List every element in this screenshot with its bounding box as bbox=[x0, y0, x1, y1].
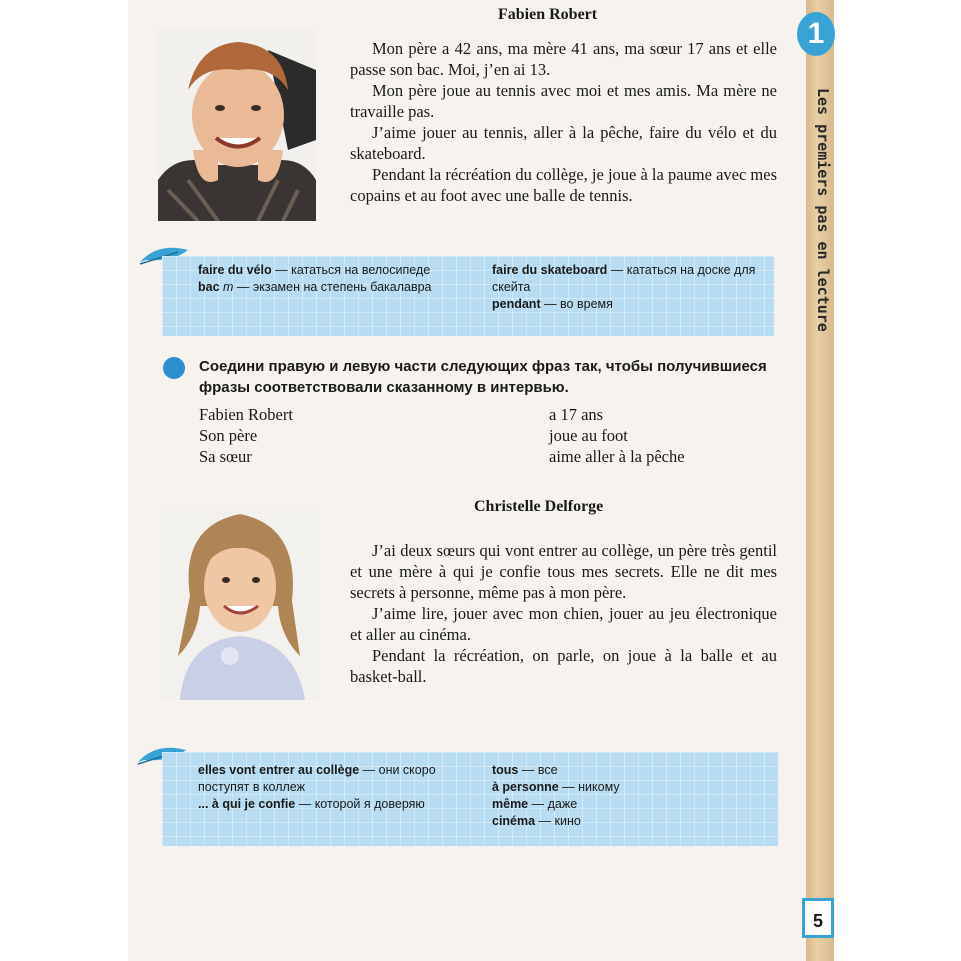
person-name-christelle: Christelle Delforge bbox=[474, 498, 604, 515]
paragraph: Pendant la récréation du collège, je joue à la paume avec mes copains et au foot avec une balle de tennis. bbox=[350, 165, 777, 205]
paragraph: J’ai deux sœurs qui vont entrer au collège, un père très gentil et une mère à qui je confie tous mes secrets. Elle ne dit mes secrets à personne, même pas à mon père. bbox=[350, 541, 777, 602]
christelle-text bbox=[350, 540, 777, 687]
match-left-column bbox=[199, 404, 499, 467]
vocab-entry: tous — все bbox=[492, 763, 558, 777]
paragraph: Mon père a 42 ans, ma mère 41 ans, ma sœur 17 ans et elle passe son bac. Moi, j’en ai 13. bbox=[350, 39, 777, 79]
vocab-entry: faire du vélo — кататься на велосипеде bbox=[198, 263, 431, 277]
match-left-item: Son père bbox=[199, 426, 258, 445]
task-marker-icon bbox=[163, 357, 185, 379]
vocab-entry: même — даже bbox=[492, 797, 578, 811]
girl-photo bbox=[160, 506, 320, 700]
vocab-column-left bbox=[198, 762, 462, 813]
vocab-entry: elles vont entrer au collège — они скоро поступят в коллеж bbox=[198, 763, 436, 794]
person-name-fabien: Fabien Robert bbox=[498, 6, 598, 23]
vocab-box-1 bbox=[162, 256, 774, 336]
boy-portrait-illustration bbox=[158, 30, 316, 221]
girl-portrait-illustration bbox=[160, 506, 320, 700]
fabien-text bbox=[350, 38, 777, 206]
match-right-column bbox=[549, 404, 777, 467]
page-number: 5 bbox=[802, 898, 834, 938]
vocab-column-right bbox=[492, 762, 756, 830]
vocab-entry: cinéma — кино bbox=[492, 814, 581, 828]
match-left-item: Sa sœur bbox=[199, 447, 252, 466]
vocab-entry: faire du skateboard — кататься на доске для скейта bbox=[492, 263, 756, 294]
paragraph: Mon père joue au tennis avec moi et mes amis. Ma mère ne travaille pas. bbox=[350, 81, 777, 121]
paragraph: Pendant la récréation, on parle, on joue à la balle et au basket-ball. bbox=[350, 646, 777, 686]
task-instruction: Соедини правую и левую части следующих фраз так, чтобы получившиеся фразы соответствовали сказанному в интервью. bbox=[199, 358, 767, 396]
chapter-number-badge: 1 bbox=[797, 12, 835, 56]
vocab-box-2 bbox=[162, 752, 778, 846]
boy-photo bbox=[158, 30, 316, 221]
match-right-item: joue au foot bbox=[549, 426, 628, 445]
vocab-entry: bac m — экзамен на степень бакалавра bbox=[198, 280, 432, 294]
match-left-item: Fabien Robert bbox=[199, 405, 293, 424]
chapter-title: Les premiers pas en lecture bbox=[814, 88, 832, 332]
paragraph: J’aime jouer au tennis, aller à la pêche, faire du vélo et du skateboard. bbox=[350, 123, 777, 163]
match-right-item: a 17 ans bbox=[549, 405, 604, 424]
vocab-entry: à personne — никому bbox=[492, 780, 620, 794]
vocab-column-left bbox=[198, 262, 462, 296]
paragraph: J’aime lire, jouer avec mon chien, jouer au jeu électronique et aller au cinéma. bbox=[350, 604, 777, 644]
vocab-entry: pendant — во время bbox=[492, 297, 613, 311]
vocab-entry: ... à qui je confie — которой я доверяю bbox=[198, 797, 425, 811]
match-right-item: aime aller à la pêche bbox=[549, 447, 685, 466]
vocab-column-right bbox=[492, 262, 756, 313]
